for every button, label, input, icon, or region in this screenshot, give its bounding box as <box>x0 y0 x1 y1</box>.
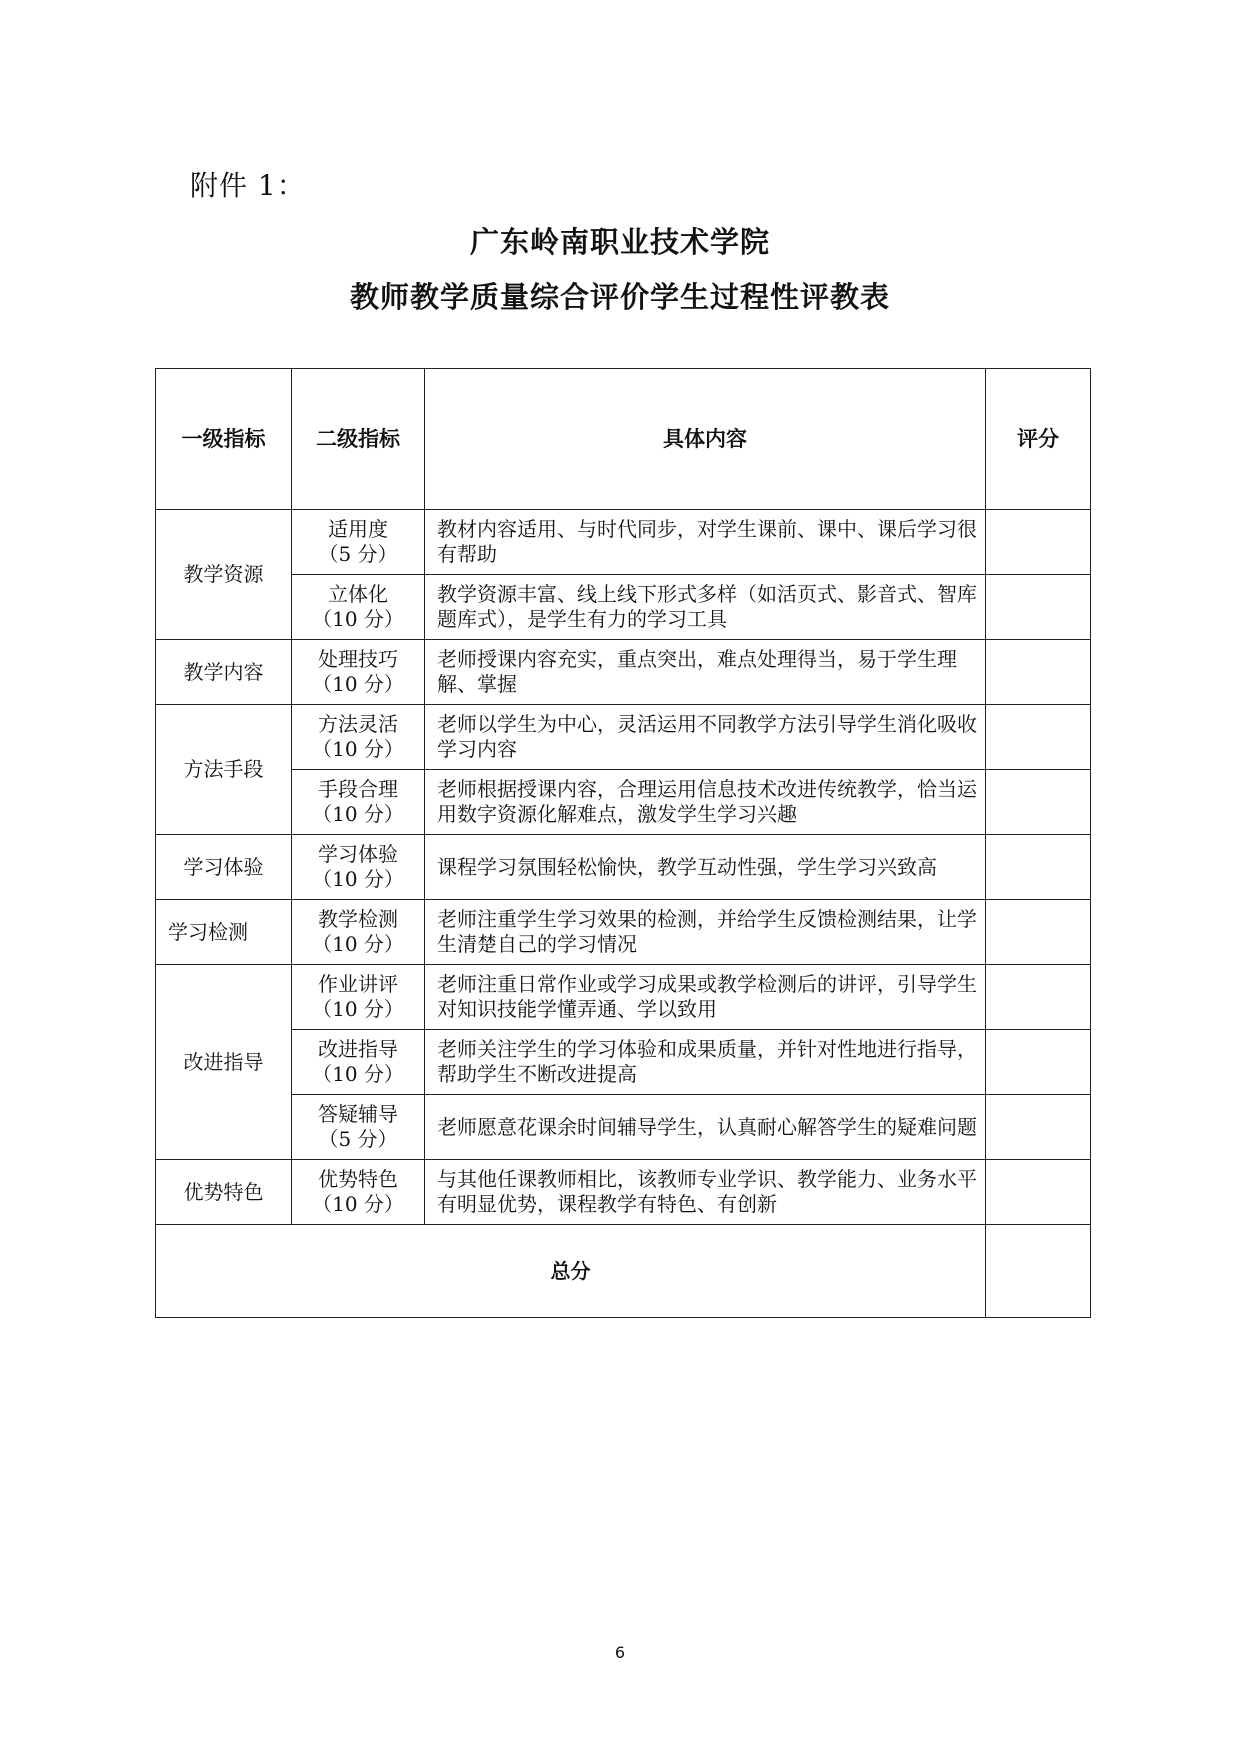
primary-indicator-cell: 学习体验 <box>156 835 292 900</box>
table-header-row <box>156 369 1091 510</box>
page-number: 6 <box>614 1643 626 1662</box>
attachment-label: 附件 1： <box>190 169 306 202</box>
secondary-indicator-name: 立体化 <box>328 582 388 606</box>
secondary-indicator-points: （5 分） <box>318 1127 398 1151</box>
table-row <box>156 1030 1091 1095</box>
score-cell[interactable] <box>986 770 1091 835</box>
primary-indicator-cell: 方法手段 <box>156 705 292 835</box>
secondary-indicator-points: （10 分） <box>312 737 404 761</box>
table-row <box>156 770 1091 835</box>
table-row <box>156 900 1091 965</box>
score-cell[interactable] <box>986 705 1091 770</box>
header-content: 具体内容 <box>425 369 986 510</box>
secondary-indicator-cell <box>292 770 425 835</box>
primary-indicator-cell: 优势特色 <box>156 1160 292 1225</box>
content-cell: 课程学习氛围轻松愉快，教学互动性强，学生学习兴致高 <box>425 835 986 900</box>
content-cell: 与其他任课教师相比，该教师专业学识、教学能力、业务水平有明显优势，课程教学有特色、有创新 <box>425 1160 986 1225</box>
primary-indicator-cell: 教学资源 <box>156 510 292 640</box>
secondary-indicator-points: （10 分） <box>312 932 404 956</box>
score-cell[interactable] <box>986 1030 1091 1095</box>
table-row <box>156 1160 1091 1225</box>
score-cell[interactable] <box>986 900 1091 965</box>
secondary-indicator-name: 教学检测 <box>318 907 398 931</box>
table-row <box>156 965 1091 1030</box>
secondary-indicator-cell <box>292 705 425 770</box>
table-row <box>156 1095 1091 1160</box>
score-cell[interactable] <box>986 835 1091 900</box>
content-cell: 老师注重学生学习效果的检测，并给学生反馈检测结果，让学生清楚自己的学习情况 <box>425 900 986 965</box>
secondary-indicator-points: （10 分） <box>312 1192 404 1216</box>
score-cell[interactable] <box>986 510 1091 575</box>
secondary-indicator-name: 手段合理 <box>318 777 398 801</box>
content-cell: 教材内容适用、与时代同步，对学生课前、课中、课后学习很有帮助 <box>425 510 986 575</box>
score-cell[interactable] <box>986 965 1091 1030</box>
table-row <box>156 835 1091 900</box>
secondary-indicator-points: （10 分） <box>312 867 404 891</box>
content-cell: 老师以学生为中心，灵活运用不同教学方法引导学生消化吸收学习内容 <box>425 705 986 770</box>
secondary-indicator-cell <box>292 1095 425 1160</box>
content-cell: 老师关注学生的学习体验和成果质量，并针对性地进行指导，帮助学生不断改进提高 <box>425 1030 986 1095</box>
primary-indicator-cell: 学习检测 <box>156 900 292 965</box>
secondary-indicator-points: （5 分） <box>318 542 398 566</box>
content-cell: 老师授课内容充实，重点突出，难点处理得当，易于学生理解、掌握 <box>425 640 986 705</box>
total-row <box>156 1225 1091 1318</box>
table-row <box>156 510 1091 575</box>
secondary-indicator-name: 适用度 <box>328 517 388 541</box>
score-cell[interactable] <box>986 575 1091 640</box>
content-cell: 教学资源丰富、线上线下形式多样（如活页式、影音式、智库题库式），是学生有力的学习工具 <box>425 575 986 640</box>
document-title-form: 教师教学质量综合评价学生过程性评教表 <box>349 280 890 314</box>
secondary-indicator-cell <box>292 835 425 900</box>
evaluation-table <box>155 368 1091 1318</box>
secondary-indicator-cell <box>292 965 425 1030</box>
secondary-indicator-cell <box>292 575 425 640</box>
score-cell[interactable] <box>986 640 1091 705</box>
secondary-indicator-cell <box>292 640 425 705</box>
secondary-indicator-name: 作业讲评 <box>318 972 398 996</box>
secondary-indicator-points: （10 分） <box>312 607 404 631</box>
header-primary-indicator: 一级指标 <box>156 369 292 510</box>
table-row <box>156 705 1091 770</box>
secondary-indicator-cell <box>292 510 425 575</box>
secondary-indicator-points: （10 分） <box>312 1062 404 1086</box>
secondary-indicator-points: （10 分） <box>312 802 404 826</box>
secondary-indicator-name: 方法灵活 <box>318 712 398 736</box>
score-cell[interactable] <box>986 1160 1091 1225</box>
secondary-indicator-cell <box>292 1030 425 1095</box>
score-cell[interactable] <box>986 1095 1091 1160</box>
secondary-indicator-name: 优势特色 <box>318 1167 398 1191</box>
document-title-institution: 广东岭南职业技术学院 <box>469 225 770 259</box>
primary-indicator-cell: 教学内容 <box>156 640 292 705</box>
secondary-indicator-points: （10 分） <box>312 997 404 1021</box>
total-score-cell[interactable] <box>986 1225 1091 1318</box>
secondary-indicator-name: 答疑辅导 <box>318 1102 398 1126</box>
header-score: 评分 <box>986 369 1091 510</box>
table-row <box>156 575 1091 640</box>
primary-indicator-cell: 改进指导 <box>156 965 292 1160</box>
content-cell: 老师注重日常作业或学习成果或教学检测后的讲评，引导学生对知识技能学懂弄通、学以致用 <box>425 965 986 1030</box>
secondary-indicator-cell <box>292 1160 425 1225</box>
secondary-indicator-points: （10 分） <box>312 672 404 696</box>
content-cell: 老师根据授课内容，合理运用信息技术改进传统教学，恰当运用数字资源化解难点，激发学生学习兴趣 <box>425 770 986 835</box>
secondary-indicator-name: 改进指导 <box>318 1037 398 1061</box>
table-row <box>156 640 1091 705</box>
secondary-indicator-cell <box>292 900 425 965</box>
content-cell: 老师愿意花课余时间辅导学生，认真耐心解答学生的疑难问题 <box>425 1095 986 1160</box>
secondary-indicator-name: 学习体验 <box>318 842 398 866</box>
total-label: 总分 <box>156 1225 986 1318</box>
secondary-indicator-name: 处理技巧 <box>318 647 398 671</box>
header-secondary-indicator: 二级指标 <box>292 369 425 510</box>
